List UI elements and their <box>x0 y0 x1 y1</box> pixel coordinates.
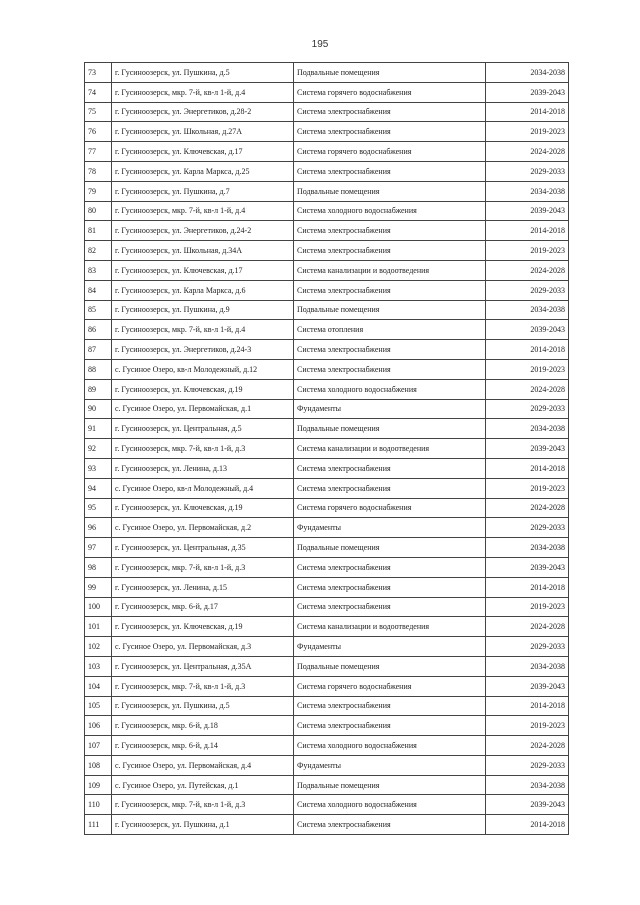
period-cell: 2039-2043 <box>486 795 569 815</box>
period-cell: 2034-2038 <box>486 656 569 676</box>
address-cell: г. Гусиноозерск, ул. Центральная, д.35 <box>112 538 294 558</box>
address-cell: г. Гусиноозерск, ул. Школьная, д.27А <box>112 122 294 142</box>
row-number-cell: 106 <box>85 716 112 736</box>
row-number-cell: 79 <box>85 181 112 201</box>
system-cell: Система электроснабжения <box>294 815 486 835</box>
period-cell: 2034-2038 <box>486 300 569 320</box>
address-cell: г. Гусиноозерск, ул. Энергетиков, д.24-2 <box>112 221 294 241</box>
row-number-cell: 92 <box>85 439 112 459</box>
address-cell: г. Гусиноозерск, ул. Пушкина, д.5 <box>112 696 294 716</box>
system-cell: Система электроснабжения <box>294 557 486 577</box>
row-number-cell: 105 <box>85 696 112 716</box>
table-row <box>85 241 569 261</box>
address-cell: г. Гусиноозерск, ул. Ключевская, д.17 <box>112 142 294 162</box>
row-number-cell: 82 <box>85 241 112 261</box>
table-row <box>85 102 569 122</box>
system-cell: Система холодного водоснабжения <box>294 379 486 399</box>
table-row <box>85 181 569 201</box>
row-number-cell: 81 <box>85 221 112 241</box>
table-row <box>85 577 569 597</box>
address-cell: г. Гусиноозерск, мкр. 7-й, кв-л 1-й, д.4 <box>112 320 294 340</box>
system-cell: Система холодного водоснабжения <box>294 795 486 815</box>
table-row <box>85 795 569 815</box>
period-cell: 2039-2043 <box>486 439 569 459</box>
period-cell: 2029-2033 <box>486 637 569 657</box>
address-cell: г. Гусиноозерск, мкр. 6-й, д.17 <box>112 597 294 617</box>
period-cell: 2019-2023 <box>486 716 569 736</box>
system-cell: Система электроснабжения <box>294 280 486 300</box>
table-row <box>85 142 569 162</box>
system-cell: Подвальные помещения <box>294 181 486 201</box>
row-number-cell: 87 <box>85 340 112 360</box>
row-number-cell: 98 <box>85 557 112 577</box>
period-cell: 2019-2023 <box>486 597 569 617</box>
row-number-cell: 74 <box>85 82 112 102</box>
period-cell: 2034-2038 <box>486 63 569 83</box>
system-cell: Подвальные помещения <box>294 419 486 439</box>
system-cell: Система электроснабжения <box>294 161 486 181</box>
row-number-cell: 110 <box>85 795 112 815</box>
period-cell: 2029-2033 <box>486 755 569 775</box>
table-row <box>85 280 569 300</box>
period-cell: 2034-2038 <box>486 419 569 439</box>
table-row <box>85 498 569 518</box>
table-row <box>85 379 569 399</box>
row-number-cell: 78 <box>85 161 112 181</box>
table-row <box>85 716 569 736</box>
address-cell: г. Гусиноозерск, ул. Карла Маркса, д.6 <box>112 280 294 300</box>
row-number-cell: 84 <box>85 280 112 300</box>
row-number-cell: 83 <box>85 260 112 280</box>
period-cell: 2014-2018 <box>486 221 569 241</box>
period-cell: 2039-2043 <box>486 676 569 696</box>
system-cell: Подвальные помещения <box>294 300 486 320</box>
address-cell: г. Гусиноозерск, ул. Ключевская, д.17 <box>112 260 294 280</box>
system-cell: Подвальные помещения <box>294 775 486 795</box>
address-cell: г. Гусиноозерск, ул. Энергетиков, д.24-3 <box>112 340 294 360</box>
period-cell: 2019-2023 <box>486 478 569 498</box>
system-cell: Система электроснабжения <box>294 458 486 478</box>
system-cell: Система электроснабжения <box>294 696 486 716</box>
table-row <box>85 736 569 756</box>
row-number-cell: 77 <box>85 142 112 162</box>
system-cell: Система электроснабжения <box>294 577 486 597</box>
period-cell: 2029-2033 <box>486 161 569 181</box>
table-row <box>85 419 569 439</box>
table-row <box>85 122 569 142</box>
address-cell: с. Гусиное Озеро, ул. Путейская, д.1 <box>112 775 294 795</box>
table-row <box>85 815 569 835</box>
table-row <box>85 775 569 795</box>
table-row <box>85 201 569 221</box>
period-cell: 2019-2023 <box>486 122 569 142</box>
row-number-cell: 109 <box>85 775 112 795</box>
table-row <box>85 260 569 280</box>
row-number-cell: 99 <box>85 577 112 597</box>
page-number: 195 <box>311 39 329 50</box>
table-row <box>85 221 569 241</box>
period-cell: 2014-2018 <box>486 577 569 597</box>
row-number-cell: 107 <box>85 736 112 756</box>
system-cell: Система горячего водоснабжения <box>294 82 486 102</box>
table-row <box>85 518 569 538</box>
table-row <box>85 320 569 340</box>
row-number-cell: 86 <box>85 320 112 340</box>
address-cell: г. Гусиноозерск, ул. Ключевская, д.19 <box>112 617 294 637</box>
table-row <box>85 637 569 657</box>
row-number-cell: 95 <box>85 498 112 518</box>
row-number-cell: 96 <box>85 518 112 538</box>
system-cell: Подвальные помещения <box>294 656 486 676</box>
system-cell: Система электроснабжения <box>294 359 486 379</box>
system-cell: Система горячего водоснабжения <box>294 498 486 518</box>
system-cell: Система канализации и водоотведения <box>294 617 486 637</box>
system-cell: Система электроснабжения <box>294 597 486 617</box>
address-cell: г. Гусиноозерск, мкр. 7-й, кв-л 1-й, д.4 <box>112 201 294 221</box>
address-cell: г. Гусиноозерск, ул. Центральная, д.35А <box>112 656 294 676</box>
table-row <box>85 538 569 558</box>
address-cell: г. Гусиноозерск, ул. Ключевская, д.19 <box>112 498 294 518</box>
row-number-cell: 76 <box>85 122 112 142</box>
period-cell: 2014-2018 <box>486 815 569 835</box>
table-row <box>85 359 569 379</box>
period-cell: 2024-2028 <box>486 498 569 518</box>
system-cell: Система электроснабжения <box>294 102 486 122</box>
table-row <box>85 458 569 478</box>
row-number-cell: 111 <box>85 815 112 835</box>
address-cell: г. Гусиноозерск, мкр. 7-й, кв-л 1-й, д.3 <box>112 557 294 577</box>
period-cell: 2024-2028 <box>486 260 569 280</box>
address-cell: с. Гусиное Озеро, ул. Первомайская, д.2 <box>112 518 294 538</box>
row-number-cell: 91 <box>85 419 112 439</box>
row-number-cell: 102 <box>85 637 112 657</box>
period-cell: 2019-2023 <box>486 241 569 261</box>
system-cell: Система электроснабжения <box>294 122 486 142</box>
row-number-cell: 90 <box>85 399 112 419</box>
table-row <box>85 656 569 676</box>
system-cell: Система горячего водоснабжения <box>294 142 486 162</box>
period-cell: 2034-2038 <box>486 538 569 558</box>
row-number-cell: 100 <box>85 597 112 617</box>
table-row <box>85 696 569 716</box>
table-row <box>85 676 569 696</box>
row-number-cell: 101 <box>85 617 112 637</box>
period-cell: 2019-2023 <box>486 359 569 379</box>
address-cell: с. Гусиное Озеро, ул. Первомайская, д.3 <box>112 637 294 657</box>
period-cell: 2039-2043 <box>486 201 569 221</box>
system-cell: Подвальные помещения <box>294 538 486 558</box>
address-cell: г. Гусиноозерск, мкр. 7-й, кв-л 1-й, д.3 <box>112 676 294 696</box>
row-number-cell: 88 <box>85 359 112 379</box>
period-cell: 2024-2028 <box>486 142 569 162</box>
period-cell: 2014-2018 <box>486 696 569 716</box>
system-cell: Фундаменты <box>294 755 486 775</box>
table-row <box>85 82 569 102</box>
period-cell: 2014-2018 <box>486 340 569 360</box>
table-body <box>85 63 569 835</box>
row-number-cell: 97 <box>85 538 112 558</box>
period-cell: 2024-2028 <box>486 617 569 637</box>
table-row <box>85 340 569 360</box>
period-cell: 2029-2033 <box>486 399 569 419</box>
table-row <box>85 597 569 617</box>
table-row <box>85 439 569 459</box>
address-cell: г. Гусиноозерск, ул. Ленина, д.13 <box>112 458 294 478</box>
system-cell: Подвальные помещения <box>294 63 486 83</box>
address-cell: г. Гусиноозерск, ул. Пушкина, д.1 <box>112 815 294 835</box>
table-row <box>85 478 569 498</box>
address-cell: г. Гусиноозерск, ул. Школьная, д.34А <box>112 241 294 261</box>
row-number-cell: 80 <box>85 201 112 221</box>
table-row <box>85 617 569 637</box>
table-row <box>85 755 569 775</box>
system-cell: Система канализации и водоотведения <box>294 439 486 459</box>
period-cell: 2034-2038 <box>486 181 569 201</box>
row-number-cell: 75 <box>85 102 112 122</box>
period-cell: 2034-2038 <box>486 775 569 795</box>
system-cell: Система канализации и водоотведения <box>294 260 486 280</box>
system-cell: Система электроснабжения <box>294 221 486 241</box>
table-row <box>85 399 569 419</box>
system-cell: Система отопления <box>294 320 486 340</box>
period-cell: 2024-2028 <box>486 736 569 756</box>
address-cell: с. Гусиное Озеро, ул. Первомайская, д.4 <box>112 755 294 775</box>
address-cell: г. Гусиноозерск, мкр. 6-й, д.18 <box>112 716 294 736</box>
period-cell: 2014-2018 <box>486 458 569 478</box>
system-cell: Система электроснабжения <box>294 478 486 498</box>
period-cell: 2024-2028 <box>486 379 569 399</box>
system-cell: Фундаменты <box>294 637 486 657</box>
table-row <box>85 63 569 83</box>
address-cell: г. Гусиноозерск, ул. Центральная, д.5 <box>112 419 294 439</box>
table-row <box>85 557 569 577</box>
address-cell: г. Гусиноозерск, мкр. 7-й, кв-л 1-й, д.3 <box>112 795 294 815</box>
row-number-cell: 93 <box>85 458 112 478</box>
period-cell: 2029-2033 <box>486 280 569 300</box>
address-cell: г. Гусиноозерск, ул. Пушкина, д.5 <box>112 63 294 83</box>
address-cell: с. Гусиное Озеро, кв-л Молодежный, д.12 <box>112 359 294 379</box>
period-cell: 2039-2043 <box>486 320 569 340</box>
address-cell: г. Гусиноозерск, мкр. 7-й, кв-л 1-й, д.4 <box>112 82 294 102</box>
address-cell: г. Гусиноозерск, мкр. 7-й, кв-л 1-й, д.3 <box>112 439 294 459</box>
period-cell: 2014-2018 <box>486 102 569 122</box>
system-cell: Фундаменты <box>294 399 486 419</box>
row-number-cell: 94 <box>85 478 112 498</box>
address-cell: г. Гусиноозерск, ул. Пушкина, д.9 <box>112 300 294 320</box>
system-cell: Система электроснабжения <box>294 716 486 736</box>
address-cell: г. Гусиноозерск, ул. Ключевская, д.19 <box>112 379 294 399</box>
address-cell: с. Гусиное Озеро, ул. Первомайская, д.1 <box>112 399 294 419</box>
table-row <box>85 300 569 320</box>
period-cell: 2039-2043 <box>486 82 569 102</box>
system-cell: Система горячего водоснабжения <box>294 676 486 696</box>
address-cell: г. Гусиноозерск, ул. Энергетиков, д.28-2 <box>112 102 294 122</box>
address-cell: г. Гусиноозерск, ул. Ленина, д.15 <box>112 577 294 597</box>
row-number-cell: 104 <box>85 676 112 696</box>
system-cell: Фундаменты <box>294 518 486 538</box>
period-cell: 2029-2033 <box>486 518 569 538</box>
address-cell: г. Гусиноозерск, мкр. 6-й, д.14 <box>112 736 294 756</box>
system-cell: Система холодного водоснабжения <box>294 736 486 756</box>
system-cell: Система электроснабжения <box>294 340 486 360</box>
row-number-cell: 85 <box>85 300 112 320</box>
repair-schedule-table <box>84 62 569 835</box>
address-cell: с. Гусиное Озеро, кв-л Молодежный, д.4 <box>112 478 294 498</box>
system-cell: Система холодного водоснабжения <box>294 201 486 221</box>
address-cell: г. Гусиноозерск, ул. Пушкина, д.7 <box>112 181 294 201</box>
table-row <box>85 161 569 181</box>
row-number-cell: 108 <box>85 755 112 775</box>
system-cell: Система электроснабжения <box>294 241 486 261</box>
row-number-cell: 89 <box>85 379 112 399</box>
address-cell: г. Гусиноозерск, ул. Карла Маркса, д.25 <box>112 161 294 181</box>
row-number-cell: 103 <box>85 656 112 676</box>
period-cell: 2039-2043 <box>486 557 569 577</box>
row-number-cell: 73 <box>85 63 112 83</box>
